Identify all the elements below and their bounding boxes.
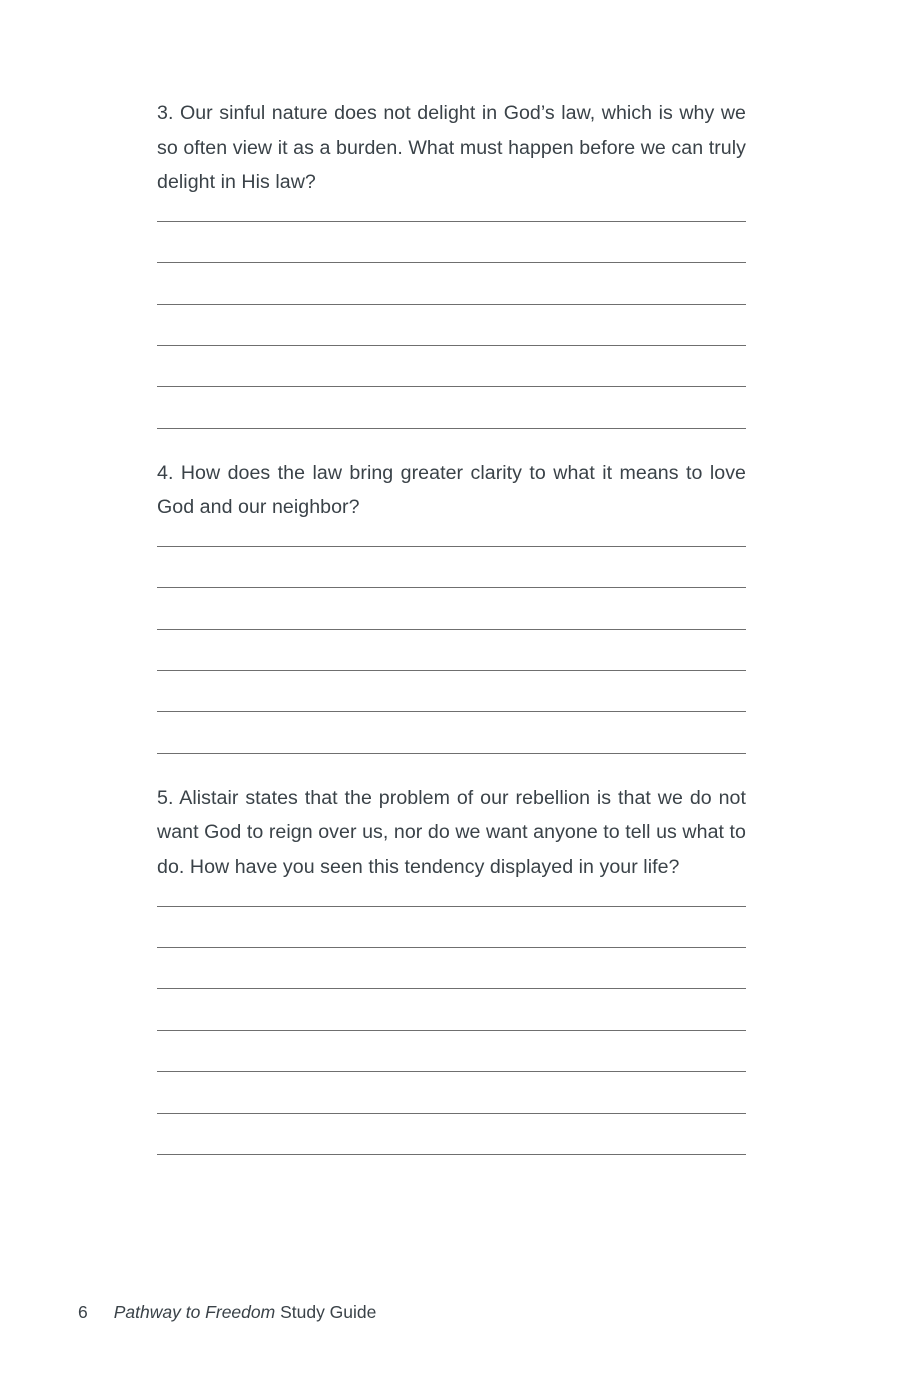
answer-line[interactable] — [157, 221, 746, 222]
footer-guide-label: Study Guide — [275, 1302, 377, 1322]
answer-line[interactable] — [157, 711, 746, 712]
question-block-5 — [157, 781, 746, 1155]
answer-line[interactable] — [157, 546, 746, 547]
worksheet-content — [157, 96, 746, 1155]
answer-line[interactable] — [157, 345, 746, 346]
section-spacer — [157, 754, 746, 781]
answer-line[interactable] — [157, 988, 746, 989]
answer-line[interactable] — [157, 906, 746, 907]
answer-line[interactable] — [157, 1030, 746, 1031]
answer-line[interactable] — [157, 947, 746, 948]
question-text-5: 5. Alistair states that the problem of our rebellion is that we do not want God to reign over us, nor do we want anyone to tell us what to do. How have you seen this tendency displayed in your life? — [157, 786, 746, 879]
page-number: 6 — [78, 1302, 88, 1322]
page-footer — [78, 1300, 376, 1324]
answer-lines-4 — [157, 546, 746, 754]
answer-line[interactable] — [157, 1071, 746, 1072]
answer-lines-3 — [157, 221, 746, 429]
answer-line[interactable] — [157, 304, 746, 305]
question-text-3: 3. Our sinful nature does not delight in God’s law, which is why we so often view it as a burden. What must happen before we can truly delight in His law? — [157, 102, 746, 194]
question-block-3 — [157, 96, 746, 429]
question-text-4: 4. How does the law bring greater clarity to what it means to love God and our neighbor? — [157, 461, 746, 519]
answer-line[interactable] — [157, 262, 746, 263]
answer-line[interactable] — [157, 587, 746, 588]
footer-book-title: Pathway to Freedom — [113, 1302, 276, 1322]
section-spacer — [157, 429, 746, 456]
answer-lines-5 — [157, 906, 746, 1155]
answer-line[interactable] — [157, 629, 746, 630]
question-block-4 — [157, 456, 746, 754]
answer-line[interactable] — [157, 1154, 746, 1155]
answer-line[interactable] — [157, 670, 746, 671]
answer-line[interactable] — [157, 1113, 746, 1114]
answer-line[interactable] — [157, 386, 746, 387]
